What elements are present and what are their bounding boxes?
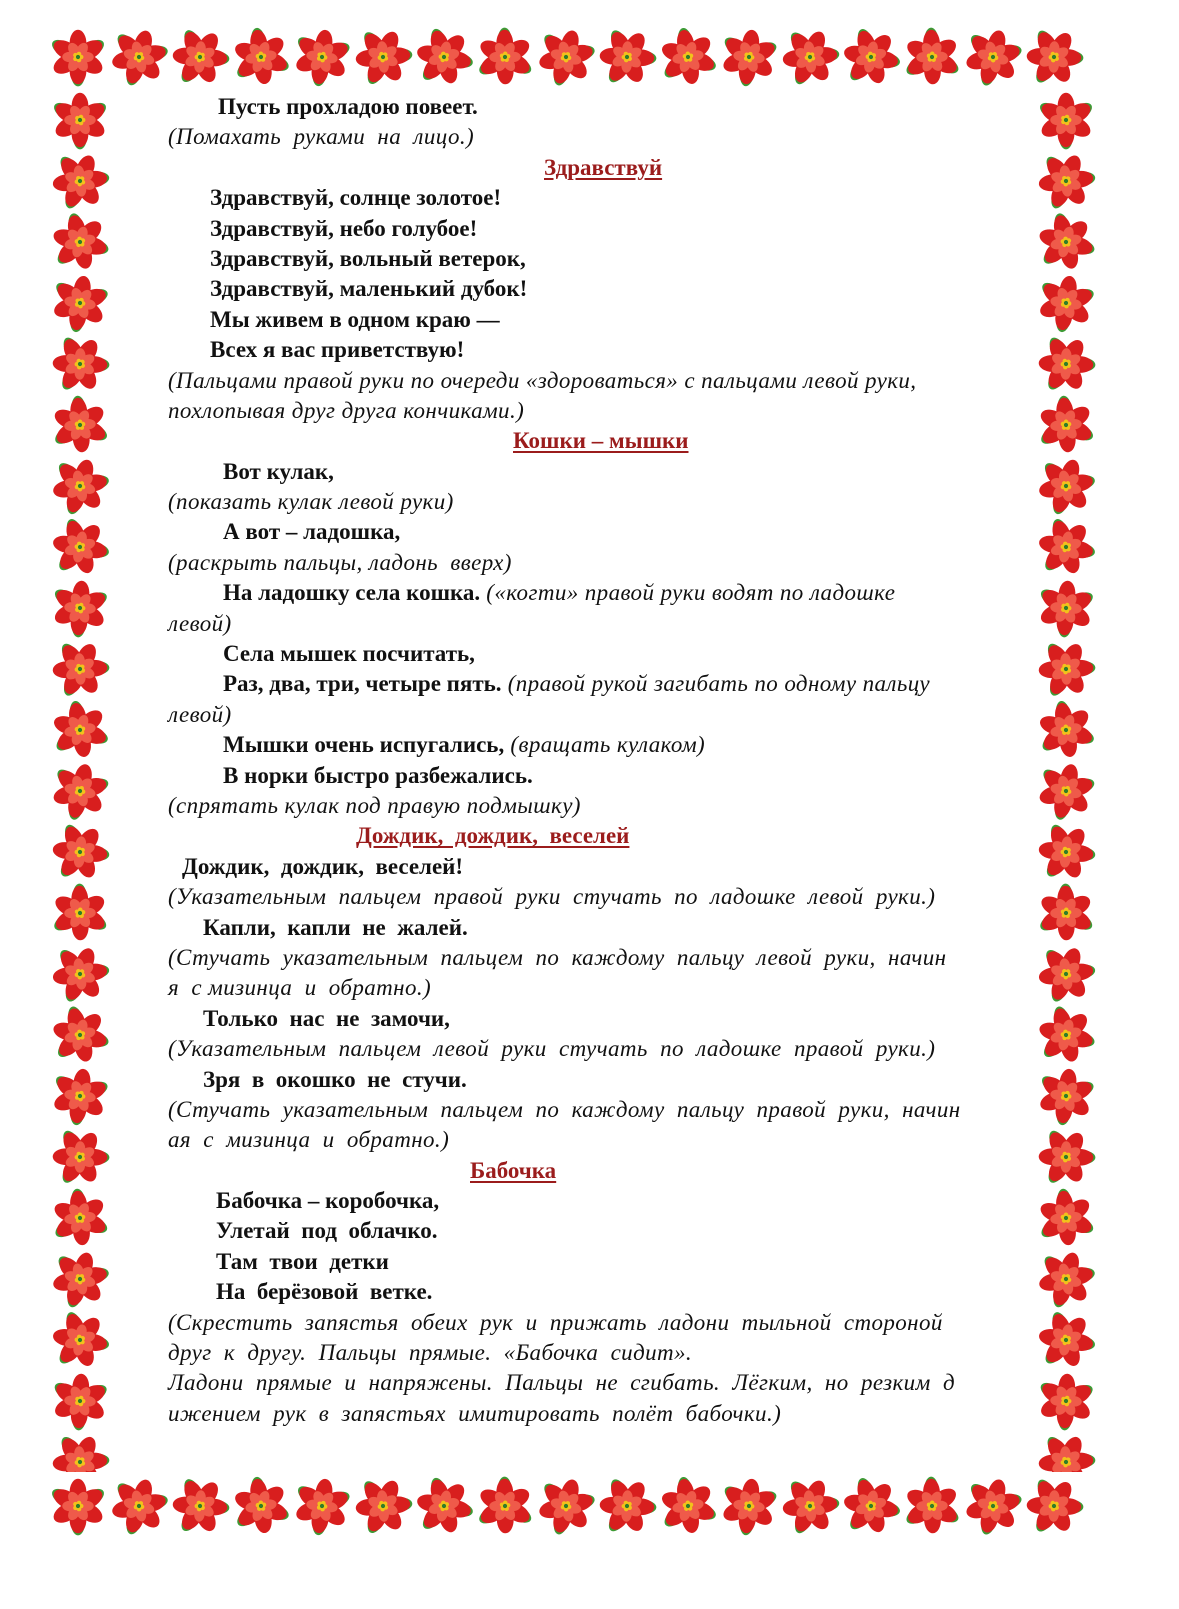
- poinsettia-flower-icon: [49, 1479, 107, 1536]
- poem-line: Мышки очень испугались,: [223, 732, 505, 758]
- poinsettia-flower-icon: [964, 28, 1023, 87]
- poinsettia-flower-icon: [1037, 763, 1096, 822]
- poem-line: Здравствуй, маленький дубок!: [210, 276, 528, 302]
- intro-line: Пусть прохладою повеет.: [218, 94, 478, 119]
- poinsettia-flower-icon: [1038, 335, 1095, 393]
- poinsettia-flower-icon: [52, 1188, 110, 1246]
- poinsettia-flower-icon: [52, 1310, 111, 1369]
- poinsettia-flower-icon: [52, 395, 110, 453]
- poinsettia-flower-icon: [1037, 212, 1096, 271]
- instruction-note: левой): [168, 701, 232, 727]
- poem-line: Дождик, дождик, веселей!: [182, 853, 464, 879]
- poinsettia-flower-icon: [1037, 1005, 1096, 1064]
- poinsettia-flower-icon: [1038, 457, 1097, 516]
- poinsettia-flower-icon: [416, 27, 475, 86]
- instruction-note: (вращать кулаком): [504, 732, 706, 758]
- poem-line: На ладошку села кошка.: [223, 580, 481, 606]
- intro-note: (Помахать руками на лицо.): [168, 124, 475, 150]
- poinsettia-flower-icon: [843, 1476, 902, 1535]
- poinsettia-border-right: [1034, 90, 1098, 1472]
- poinsettia-flower-icon: [1037, 1373, 1095, 1430]
- poem-line: Всех я вас приветствую!: [210, 337, 465, 363]
- poinsettia-flower-icon: [1026, 28, 1083, 86]
- instruction-note: (показать кулак левой руки): [168, 489, 454, 515]
- poem-line: Зря в окошко не стучи.: [203, 1066, 467, 1092]
- instruction-note: я с мизинца и обратно.): [168, 975, 432, 1001]
- poinsettia-flower-icon: [52, 640, 109, 698]
- poinsettia-flower-icon: [416, 1476, 475, 1535]
- document-body: [168, 92, 1038, 1429]
- poem-line: Здравствуй, солнце золотое!: [210, 185, 502, 211]
- poinsettia-flower-icon: [782, 1478, 840, 1536]
- poem-line: Села мышек посчитать,: [223, 641, 475, 667]
- poinsettia-flower-icon: [1038, 640, 1095, 698]
- poem-line: Только нас не замочи,: [203, 1005, 450, 1031]
- section-title-babochka: Бабочка: [470, 1157, 557, 1183]
- instruction-note: (Пальцами правой руки по очереди «здороваться» с пальцами левой руки,: [168, 367, 917, 393]
- poinsettia-flower-icon: [233, 27, 292, 85]
- poem-line: А вот – ладошка,: [223, 519, 401, 545]
- poem-line: Там твои детки: [216, 1248, 389, 1274]
- poinsettia-flower-icon: [1038, 946, 1096, 1004]
- poem-line: Улетай под облачко.: [216, 1218, 438, 1244]
- section-title-zdravstvuy: Здравствуй: [544, 154, 663, 180]
- poinsettia-flower-icon: [111, 28, 170, 87]
- poem-line: В норки быстро разбежались.: [223, 762, 533, 788]
- poinsettia-flower-icon: [476, 1476, 534, 1533]
- instruction-note: («когти» правой руки водят по ладошке: [480, 580, 896, 606]
- instruction-note: друг к другу. Пальцы прямые. «Бабочка сидит».: [168, 1340, 693, 1366]
- poinsettia-border-left: [48, 90, 112, 1472]
- poinsettia-flower-icon: [49, 30, 107, 87]
- poinsettia-flower-icon: [659, 1476, 718, 1535]
- poinsettia-flower-icon: [294, 1478, 352, 1536]
- poinsettia-flower-icon: [1038, 1434, 1096, 1472]
- poinsettia-flower-icon: [52, 580, 110, 638]
- poinsettia-flower-icon: [52, 153, 110, 211]
- instruction-note: (правой рукой загибать по одному пальцу: [501, 671, 930, 697]
- instruction-note: ижением рук в запястьях имитировать полёт бабочки.): [168, 1400, 782, 1426]
- instruction-note: (Указательным пальцем правой руки стучать по ладошке левой руки.): [168, 884, 936, 910]
- poinsettia-flower-icon: [172, 1476, 230, 1534]
- poinsettia-flower-icon: [903, 1476, 961, 1533]
- poinsettia-flower-icon: [51, 212, 110, 271]
- poinsettia-flower-icon: [1038, 580, 1096, 638]
- poinsettia-flower-icon: [721, 29, 779, 87]
- poinsettia-flower-icon: [52, 946, 110, 1004]
- poinsettia-flower-icon: [1038, 1068, 1096, 1126]
- poem-line: Вот кулак,: [223, 458, 334, 484]
- poinsettia-flower-icon: [1038, 822, 1096, 880]
- poinsettia-flower-icon: [52, 1434, 110, 1472]
- poinsettia-flower-icon: [537, 28, 596, 87]
- poinsettia-flower-icon: [476, 27, 534, 84]
- poinsettia-flower-icon: [964, 1477, 1023, 1536]
- instruction-note: (Стучать указательным пальцем по каждому пальцу правой руки, начин: [168, 1096, 961, 1122]
- poinsettia-flower-icon: [52, 1068, 110, 1126]
- poinsettia-flower-icon: [51, 700, 110, 759]
- poinsettia-flower-icon: [111, 1477, 170, 1536]
- poinsettia-flower-icon: [1039, 1128, 1096, 1186]
- instruction-note: левой): [168, 610, 232, 636]
- poinsettia-flower-icon: [1038, 1250, 1097, 1309]
- poinsettia-flower-icon: [1038, 1188, 1096, 1246]
- poem-line: Раз, два, три, четыре пять.: [223, 671, 502, 697]
- instruction-note: ая с мизинца и обратно.): [168, 1127, 450, 1153]
- poinsettia-flower-icon: [53, 1128, 110, 1186]
- poinsettia-flower-icon: [1037, 93, 1095, 150]
- poinsettia-flower-icon: [52, 335, 109, 393]
- poinsettia-flower-icon: [52, 517, 111, 576]
- poinsettia-flower-icon: [599, 27, 656, 85]
- instruction-note: (спрятать кулак под правую подмышку): [168, 792, 581, 818]
- poinsettia-flower-icon: [843, 27, 902, 86]
- poinsettia-flower-icon: [51, 93, 109, 150]
- instruction-note: похлопывая друг друга кончиками.): [168, 397, 525, 423]
- poinsettia-border-bottom: [48, 1470, 1098, 1542]
- poinsettia-flower-icon: [1038, 153, 1096, 211]
- poinsettia-flower-icon: [52, 1250, 111, 1309]
- poem-line: Мы живем в одном краю —: [210, 306, 500, 332]
- poinsettia-flower-icon: [1037, 700, 1096, 759]
- poinsettia-flower-icon: [52, 822, 110, 880]
- poem-line: Здравствуй, небо голубое!: [210, 215, 478, 241]
- poinsettia-border-top: [48, 22, 1098, 92]
- poinsettia-flower-icon: [659, 27, 718, 86]
- section-title-dozhdik: Дождик, дождик, веселей: [356, 823, 630, 849]
- poem-line: Капли, капли не жалей.: [203, 914, 468, 940]
- poinsettia-flower-icon: [903, 27, 961, 84]
- poem-line: Бабочка – коробочка,: [216, 1188, 440, 1214]
- poinsettia-flower-icon: [1026, 1477, 1083, 1535]
- poinsettia-flower-icon: [51, 763, 110, 822]
- instruction-note: (Стучать указательным пальцем по каждому пальцу левой руки, начин: [168, 944, 947, 970]
- poinsettia-flower-icon: [355, 1478, 413, 1536]
- poem-line: Здравствуй, вольный ветерок,: [210, 245, 526, 271]
- poinsettia-flower-icon: [1038, 275, 1097, 333]
- poinsettia-flower-icon: [51, 1005, 110, 1064]
- section-title-koshki: Кошки – мышки: [513, 428, 689, 454]
- poinsettia-flower-icon: [1038, 395, 1096, 453]
- poinsettia-flower-icon: [721, 1478, 779, 1536]
- poinsettia-flower-icon: [537, 1477, 596, 1536]
- poinsettia-flower-icon: [233, 1476, 292, 1534]
- instruction-note: (Скрестить запястья обеих рук и прижать ладони тыльной стороной: [168, 1309, 943, 1335]
- poinsettia-flower-icon: [1037, 883, 1095, 940]
- poinsettia-flower-icon: [355, 29, 413, 87]
- poinsettia-flower-icon: [52, 457, 111, 516]
- instruction-note: (Указательным пальцем левой руки стучать по ладошке правой руки.): [168, 1036, 936, 1062]
- poem-line: На берёзовой ветке.: [216, 1279, 433, 1305]
- poinsettia-flower-icon: [294, 29, 352, 87]
- poinsettia-flower-icon: [782, 29, 840, 87]
- poinsettia-flower-icon: [1038, 1310, 1097, 1369]
- instruction-note: (раскрыть пальцы, ладонь вверх): [168, 549, 512, 575]
- poinsettia-flower-icon: [599, 1476, 656, 1534]
- poinsettia-flower-icon: [51, 1373, 109, 1430]
- poinsettia-flower-icon: [1038, 517, 1097, 576]
- poinsettia-flower-icon: [51, 883, 109, 940]
- poinsettia-flower-icon: [172, 27, 230, 85]
- poinsettia-flower-icon: [52, 275, 111, 333]
- instruction-note: Ладони прямые и напряжены. Пальцы не сгибать. Лёгким, но резким д: [168, 1370, 955, 1396]
